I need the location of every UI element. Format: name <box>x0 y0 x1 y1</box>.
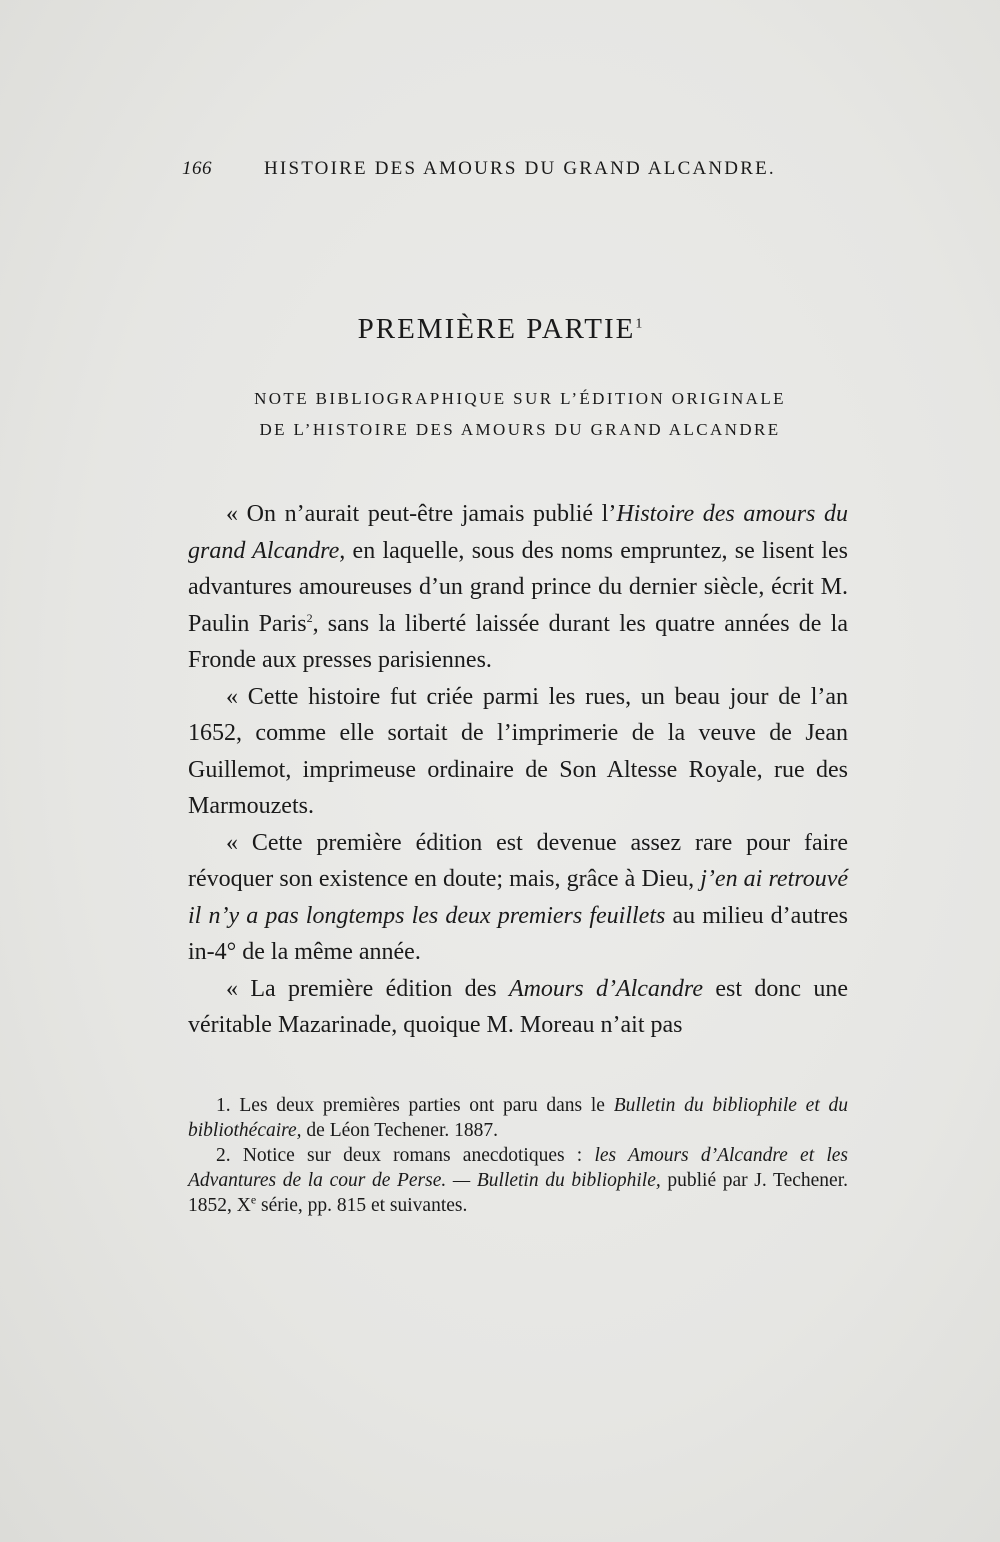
paragraph-1-part-c: en laquelle, sous des noms empruntez, se lisent les advantures amoureuses d’un grand prince du dernier siècle, écrit M. Paulin Paris <box>188 537 848 637</box>
footnote-1-part-c: de Léon Techener. 1887. <box>301 1120 499 1141</box>
paragraph-1 <box>188 496 848 679</box>
footnote-ref-2: 2 <box>306 610 313 625</box>
part-title-text: PREMIÈRE PARTIE <box>357 313 636 345</box>
subtitle-line-2: DE L’HISTOIRE DES AMOURS DU GRAND ALCANDRE <box>259 420 781 439</box>
paragraph-4-italic: Amours d’Alcandre <box>508 975 704 1002</box>
page-number: 166 <box>182 158 212 179</box>
footnote-2-part-a: 2. Notice sur deux romans anecdotiques : <box>216 1145 595 1166</box>
footnote-2-part-d: série, pp. 815 et suivantes. <box>256 1195 468 1216</box>
paragraph-4-part-a: « La première édition des <box>226 975 509 1002</box>
paragraph-3-italic: j’en ai retrouvé il n’y a pas longtemps les deux premiers feuillets <box>188 866 848 929</box>
footnotes <box>188 1093 848 1218</box>
subtitle-line-1: NOTE BIBLIOGRAPHIQUE SUR L’ÉDITION ORIGINALE <box>254 389 786 408</box>
part-title <box>0 313 1000 346</box>
paragraph-3-part-c: au milieu d’autres in-4° de la même année. <box>188 902 848 965</box>
part-title-note-mark: 1 <box>635 316 643 332</box>
footnote-2-superscript: e <box>250 1192 257 1207</box>
footnote-2-italic: les Amours d’Alcandre et les Advantures de la cour de Perse. — Bulletin du bibliophile, <box>188 1145 848 1191</box>
paragraph-3-part-a: « Cette première édition est devenue assez rare pour faire révoquer son existence en doute; mais, grâce à Dieu, <box>188 829 848 892</box>
footnote-1-italic: Bulletin du bibliophile et du bibliothécaire, <box>188 1095 848 1141</box>
footnote-2-part-c: publié par J. Techener. 1852, X <box>188 1170 848 1216</box>
paragraph-2: « Cette histoire fut criée parmi les rues, un beau jour de l’an 1652, comme elle sortait de l’imprimerie de la veuve de Jean Guillemot, imprimeuse ordinaire de Son Altesse Royale, rue des Marmouzets. <box>188 683 848 819</box>
body-text <box>188 496 848 1044</box>
paragraph-1-part-a: « On n’aurait peut-être jamais publié l’ <box>226 501 617 527</box>
footnote-1 <box>188 1093 848 1143</box>
paragraph-1-part-d: , sans la liberté laissée durant les quatre années de la Fronde aux presses parisiennes. <box>188 610 848 673</box>
paragraph-1-italic-title: Histoire des amours du grand Alcandre, <box>188 501 849 564</box>
running-title: HISTOIRE DES AMOURS DU GRAND ALCANDRE. <box>264 158 776 179</box>
footnote-1-part-a: 1. Les deux premières parties ont paru dans le <box>216 1095 614 1116</box>
footnote-2 <box>188 1143 848 1218</box>
paragraph-4 <box>188 971 848 1044</box>
paragraph-3 <box>188 825 848 971</box>
paragraph-4-part-c: est donc une véritable Mazarinade, quoique M. Moreau n’ait pas <box>188 975 849 1038</box>
